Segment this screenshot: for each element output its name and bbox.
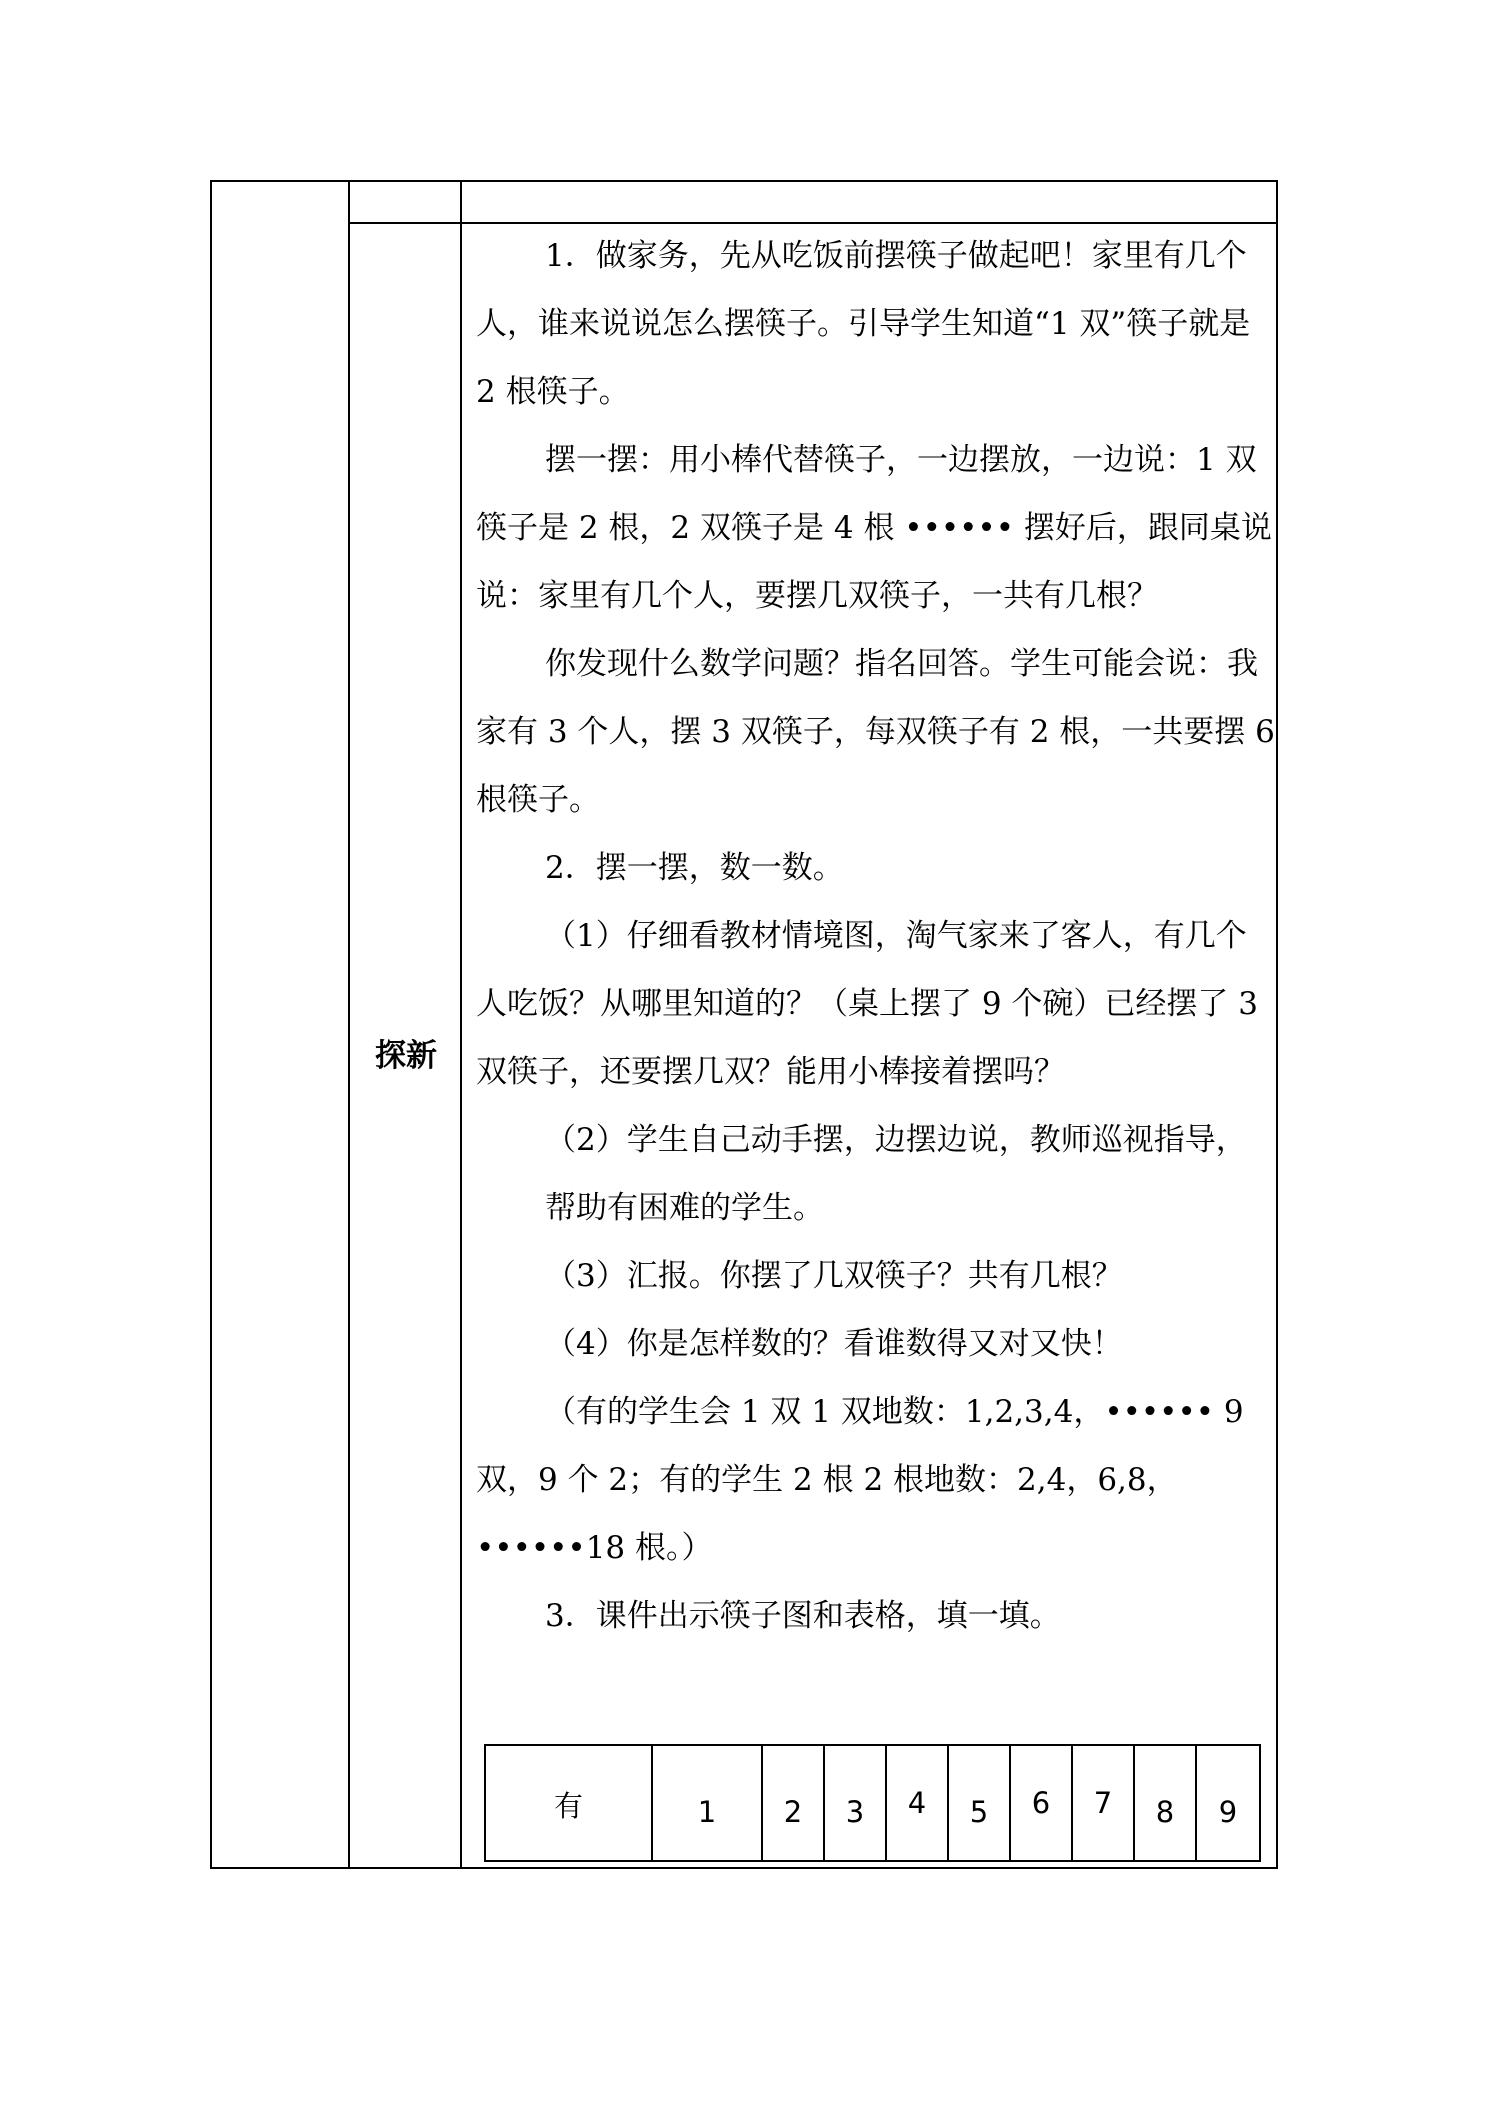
paragraph-8: （4）你是怎样数的？看谁数得又对又快！ (545, 1326, 1123, 1362)
outer-table-right-border (1276, 180, 1278, 1869)
table-cell: 4 (886, 1745, 948, 1861)
outer-table-bottom-border (210, 1867, 1278, 1869)
table-cell: 7 (1072, 1745, 1134, 1861)
outer-column-divider-1 (348, 180, 350, 1869)
table-cell: 2 (762, 1745, 824, 1861)
table-cell: 8 (1134, 1745, 1196, 1861)
paragraph-9: （有的学生会 1 双 1 双地数：1,2,3,4，•••••• 9 双，9 个 2；有的学生 2 根 2 根地数：2,4，6,8，••••••18 根。） (476, 1394, 1244, 1566)
table-cell: 9 (1196, 1745, 1260, 1861)
table-cell: 5 (948, 1745, 1010, 1861)
table-row-header: 有 (485, 1745, 652, 1861)
paragraph-5: （1）仔细看教材情境图，淘气家来了客人，有几个人吃饭？从哪里知道的？（桌上摆了 9 个碗）已经摆了 3 双筷子，还要摆几双？能用小棒接着摆吗？ (476, 918, 1259, 1090)
lesson-content (476, 222, 1276, 1650)
chopsticks-fill-table (484, 1744, 1261, 1862)
outer-table-left-border (210, 180, 212, 1869)
paragraph-6: （2）学生自己动手摆，边摆边说，教师巡视指导，帮助有困难的学生。 (545, 1122, 1247, 1226)
section-label: 探新 (375, 1038, 437, 1074)
table-cell: 3 (824, 1745, 886, 1861)
paragraph-4: 2．摆一摆，数一数。 (545, 850, 844, 886)
paragraph-10: 3．课件出示筷子图和表格，填一填。 (545, 1598, 1061, 1634)
paragraph-2: 摆一摆：用小棒代替筷子，一边摆放，一边说：1 双筷子是 2 根，2 双筷子是 4 根 •••••• 摆好后，跟同桌说说：家里有几个人，要摆几双筷子，一共有几根？ (476, 442, 1272, 614)
table-cell: 6 (1010, 1745, 1072, 1861)
paragraph-1: 1．做家务，先从吃饭前摆筷子做起吧！家里有几个人，谁来说说怎么摆筷子。引导学生知道“1 双”筷子就是 2 根筷子。 (476, 238, 1251, 410)
paragraph-7: （3）汇报。你摆了几双筷子？共有几根？ (545, 1258, 1123, 1294)
outer-table-top-border (210, 180, 1278, 182)
outer-column-divider-2 (460, 180, 462, 1869)
table-row (485, 1745, 1260, 1861)
paragraph-3: 你发现什么数学问题？指名回答。学生可能会说：我家有 3 个人，摆 3 双筷子，每双筷子有 2 根，一共要摆 6 根筷子。 (476, 646, 1275, 818)
table-cell: 1 (652, 1745, 762, 1861)
